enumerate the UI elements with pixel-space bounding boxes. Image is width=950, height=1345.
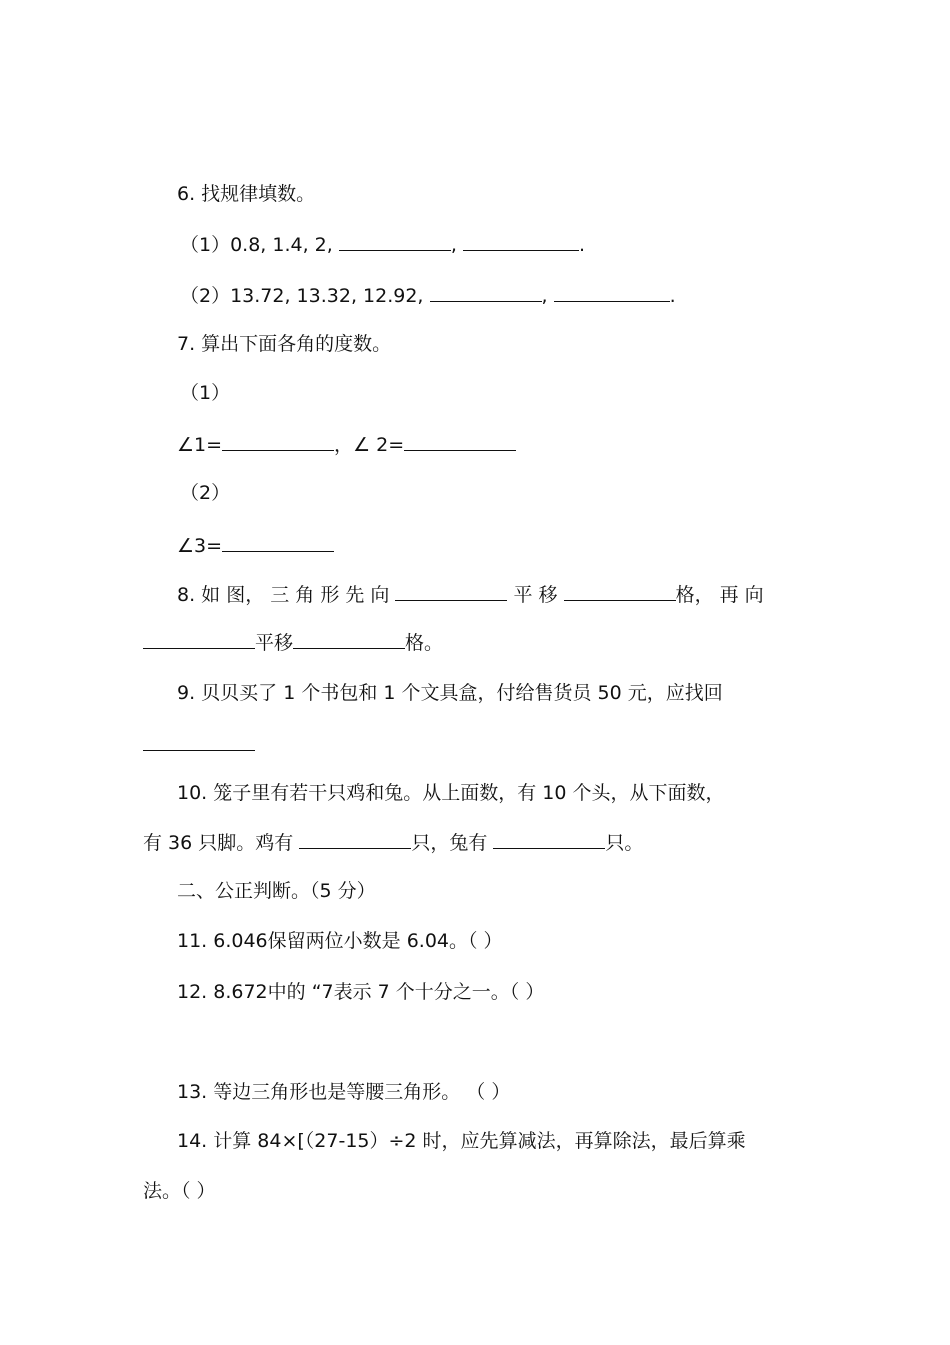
q10-line1: 10. 笼子里有若干只鸡和兔。从上面数，有 10 个头，从下面数，: [177, 782, 725, 804]
q7-angle-row-2: [177, 533, 334, 558]
q8-blank-count-2[interactable]: [293, 630, 405, 649]
q6-part2-blank-1[interactable]: [430, 283, 542, 302]
q11-text: 11. 6.046保留两位小数是 6.04。（ ）: [177, 930, 503, 952]
q7-angle-row-1: [177, 432, 516, 457]
angle1-label: ∠1=: [177, 434, 223, 456]
q6-part2-blank-2[interactable]: [554, 283, 670, 302]
q13-text: 13. 等边三角形也是等腰三角形。 （ ）: [177, 1081, 511, 1103]
angle3-blank[interactable]: [222, 533, 334, 552]
q8-blank-direction-2[interactable]: [143, 630, 255, 649]
angle1-blank[interactable]: [222, 432, 334, 451]
q14-line1: 14. 计算 84×[（27-15）÷2 时，应先算减法，再算除法，最后算乘: [177, 1130, 746, 1152]
q6-title: 6. 找规律填数。: [177, 183, 316, 205]
q10-blank-rabbit[interactable]: [493, 830, 605, 849]
angle-sep: ，: [334, 434, 354, 456]
q6-part1-blank-2[interactable]: [463, 232, 579, 251]
q8-line1: [177, 582, 764, 607]
q10-line2-c: 只。: [605, 832, 644, 854]
q7-sub1: （1）: [180, 382, 231, 404]
q9-blank[interactable]: [143, 732, 255, 751]
q8-seg4: 平移: [255, 632, 294, 654]
q6-part1-prefix: （1）0.8, 1.4, 2,: [180, 234, 333, 256]
q7-sub2: （2）: [180, 482, 231, 504]
angle2-blank[interactable]: [404, 432, 516, 451]
q6-part1-end: .: [578, 234, 585, 256]
q6-part1-sep: ,: [450, 234, 457, 256]
q6-part2: [180, 283, 676, 308]
q7-title: 7. 算出下面各角的度数。: [177, 333, 392, 355]
section2-title: 二、公正判断。（5 分）: [177, 880, 376, 902]
angle2-label: ∠ 2=: [353, 434, 405, 456]
q6-part2-sep: ,: [541, 285, 548, 307]
angle3-label: ∠3=: [177, 535, 223, 557]
q10-line2-b: 只，兔有: [411, 832, 488, 854]
q9-text: 9. 贝贝买了 1 个书包和 1 个文具盒，付给售货员 50 元，应找回: [177, 682, 723, 704]
q10-line2: [143, 830, 643, 855]
q9-answer-row: [143, 732, 255, 757]
q10-blank-chicken[interactable]: [299, 830, 411, 849]
q10-line2-a: 有 36 只脚。鸡有: [143, 832, 294, 854]
q14-line2: 法。（ ）: [143, 1180, 216, 1202]
q8-seg1: 8. 如 图， 三 角 形 先 向: [177, 584, 390, 606]
q8-seg5: 格。: [405, 632, 444, 654]
q6-part2-end: .: [669, 285, 676, 307]
q6-part2-prefix: （2）13.72, 13.32, 12.92,: [180, 285, 424, 307]
q8-line2: [143, 630, 443, 655]
q6-part1: [180, 232, 585, 257]
q8-seg3: 格， 再 向: [675, 584, 764, 606]
q8-blank-direction-1[interactable]: [395, 582, 507, 601]
q8-blank-count-1[interactable]: [564, 582, 676, 601]
q12-text: 12. 8.672中的 “7表示 7 个十分之一。（ ）: [177, 981, 545, 1003]
q6-part1-blank-1[interactable]: [339, 232, 451, 251]
q8-seg2: 平 移: [513, 584, 558, 606]
